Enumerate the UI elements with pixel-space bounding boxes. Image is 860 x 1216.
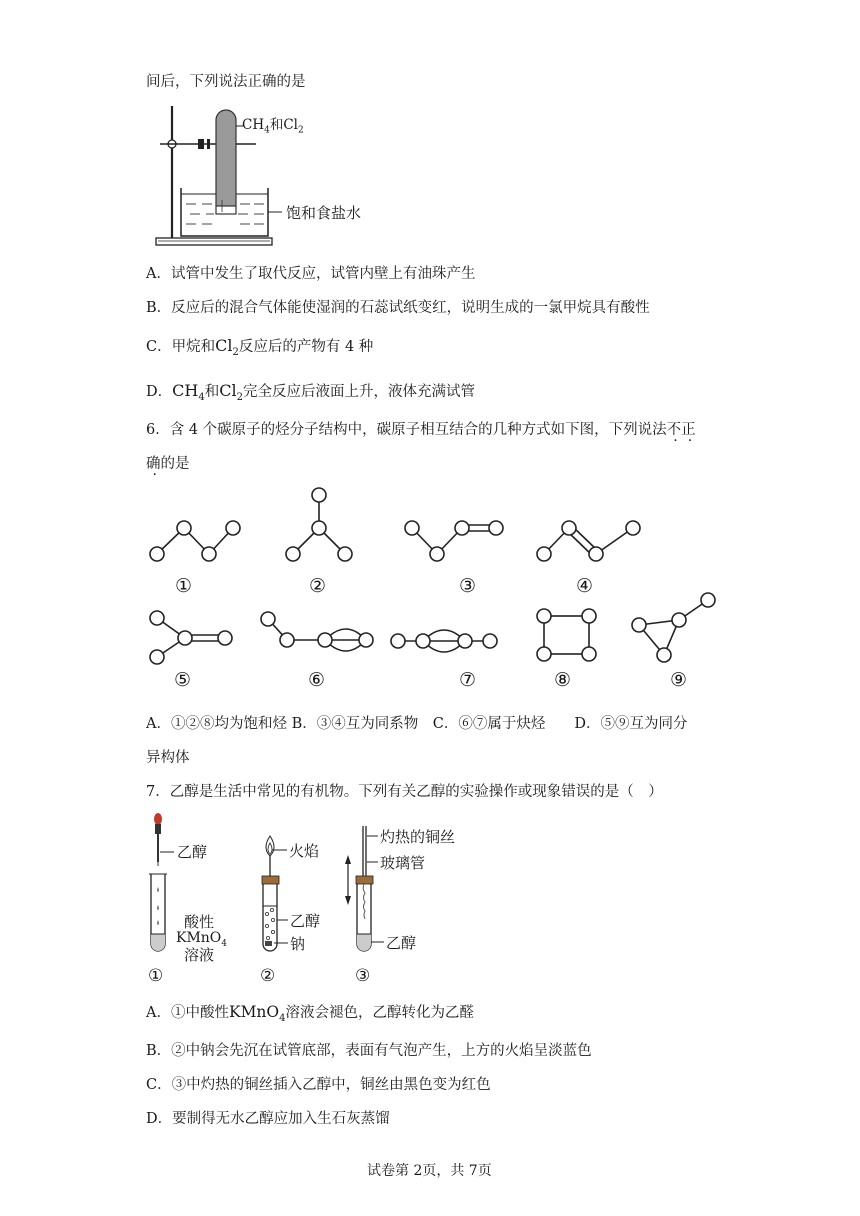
q7-option-d: D．要制得无水乙醇应加入生石灰蒸馏 bbox=[146, 1111, 390, 1127]
q5-option-d: D．$CH_4$和$Cl_2$完全反应后液面上升，液体充满试管 bbox=[146, 381, 475, 403]
q5-option-a: A．试管中发生了取代反应，试管内壁上有油珠产生 bbox=[146, 266, 476, 282]
fig3-glass-tube-label: 玻璃管 bbox=[380, 854, 426, 872]
fig1-acidic-label: 酸性 bbox=[184, 913, 215, 931]
fig3-hot-copper-label: 灼热的铜丝 bbox=[380, 828, 456, 846]
q5-option-b: B．反应后的混合气体能使湿润的石蕊试纸变红，说明生成的一氯甲烷具有酸性 bbox=[146, 300, 650, 316]
fig-number-3: ③ bbox=[355, 966, 371, 986]
page-footer: 试卷第 2页，共 7页 bbox=[367, 1163, 492, 1179]
structure-label-3: ③ bbox=[459, 575, 477, 597]
structure-label-7: ⑦ bbox=[459, 669, 477, 691]
q7-option-a: A．①中酸性KMnO$_4$溶液会褪色，乙醇转化为乙醛 bbox=[146, 1003, 474, 1024]
structure-label-2: ② bbox=[309, 575, 327, 597]
fig1-ethanol-label: 乙醇 bbox=[177, 843, 208, 861]
q7-option-b: B．②中钠会先沉在试管底部，表面有气泡产生，上方的火焰呈淡蓝色 bbox=[146, 1043, 592, 1059]
q5-stem-tail: 间后，下列说法正确的是 bbox=[146, 74, 306, 90]
q7-stem: 7．乙醇是生活中常见的有机物。下列有关乙醇的实验操作或现象错误的是（ ） bbox=[146, 784, 663, 800]
fig2-sodium-label: 钠 bbox=[290, 935, 306, 953]
structure-label-5: ⑤ bbox=[174, 669, 192, 691]
q6-options-line2: 异构体 bbox=[146, 750, 190, 766]
fig-number-2: ② bbox=[260, 966, 276, 986]
structure-label-6: ⑥ bbox=[308, 669, 326, 691]
q5-option-c: C．甲烷和$Cl_2$反应后的产物有 4 种 bbox=[146, 336, 374, 358]
q5-water-label: 饱和食盐水 bbox=[286, 204, 362, 222]
fig1-kmno4-label: KMnO$_4$ bbox=[176, 930, 228, 949]
fig2-ethanol-label: 乙醇 bbox=[290, 912, 321, 930]
q6-options-line1: A．①②⑧均为饱和烃 B．③④互为同系物 C．⑥⑦属于炔烃 D．⑤⑨互为同分 bbox=[146, 716, 688, 732]
fig2-flame-label: 火焰 bbox=[289, 842, 320, 860]
fig-number-1: ① bbox=[148, 966, 164, 986]
structure-label-8: ⑧ bbox=[554, 669, 572, 691]
q6-stem-line2: 确的是 bbox=[146, 456, 190, 472]
q7-option-c: C．③中灼热的铜丝插入乙醇中，铜丝由黑色变为红色 bbox=[146, 1077, 491, 1093]
structure-label-9: ⑨ bbox=[670, 669, 688, 691]
structure-label-4: ④ bbox=[576, 575, 594, 597]
fig3-ethanol-label: 乙醇 bbox=[386, 934, 417, 952]
q6-stem-line1: 6．含 4 个碳原子的烃分子结构中，碳原子相互结合的几种方式如下图，下列说法不正 bbox=[146, 422, 696, 438]
fig1-solution-label: 溶液 bbox=[184, 946, 215, 964]
q5-gas-label: $CH_4$和$Cl_2$ bbox=[242, 117, 304, 136]
structure-label-1: ① bbox=[175, 575, 193, 597]
